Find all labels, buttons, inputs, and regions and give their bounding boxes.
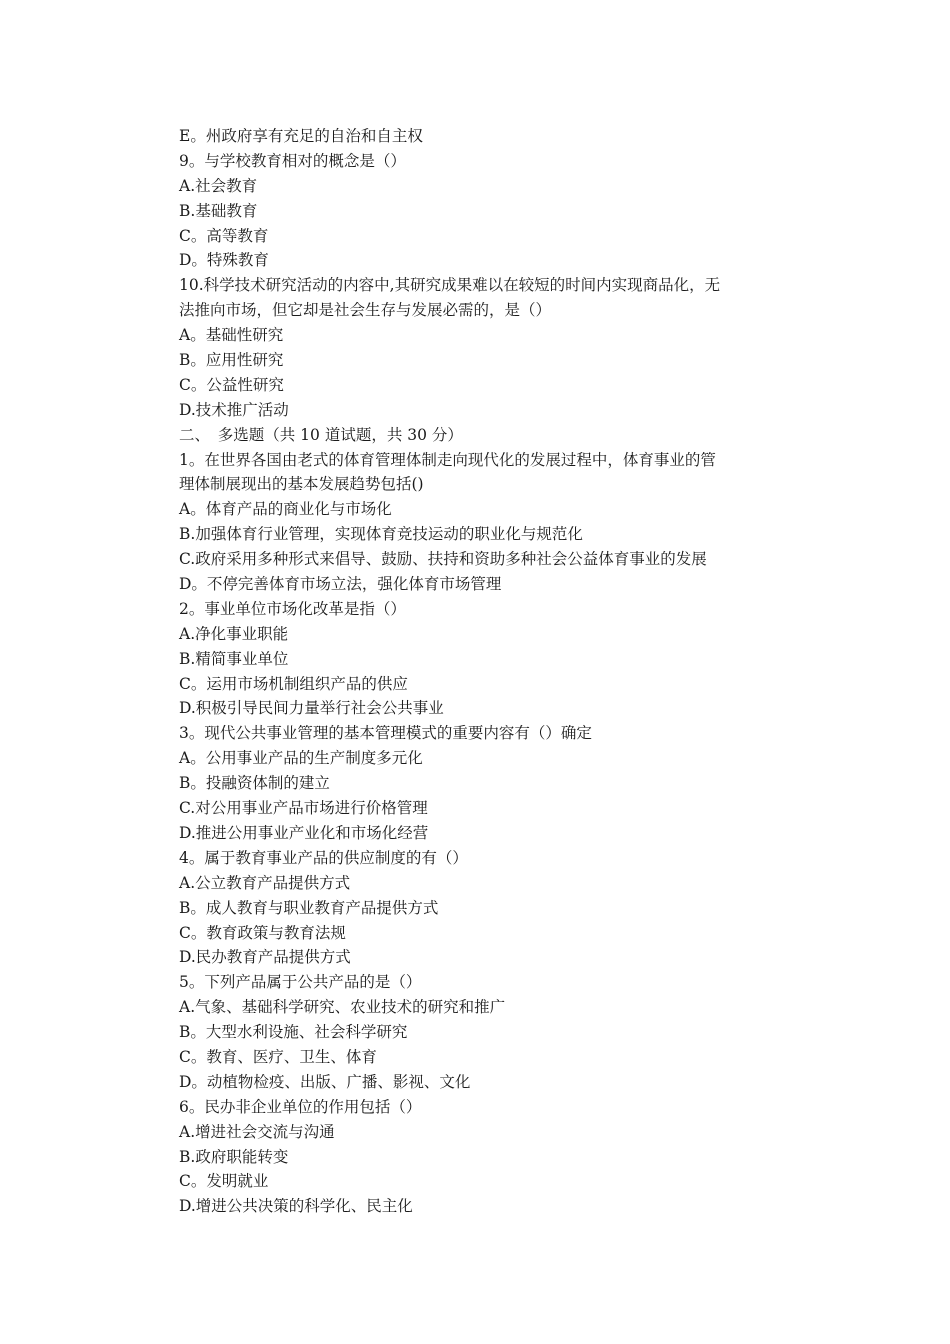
text-line: 1。在世界各国由老式的体育管理体制走向现代化的发展过程中，体育事业的管 [179,450,716,469]
text-line: D.推进公用事业产业化和市场化经营 [179,823,429,842]
text-line: 10.科学技术研究活动的内容中,其研究成果难以在较短的时间内实现商品化，无 [179,276,721,295]
text-line: A.气象、基础科学研究、农业技术的研究和推广 [179,998,506,1017]
text-line: D。特殊教育 [179,251,269,270]
text-line: A.增进社会交流与沟通 [179,1122,335,1141]
text-line: A.公立教育产品提供方式 [179,873,351,892]
text-line: C。公益性研究 [179,375,284,394]
text-line: C。运用市场机制组织产品的供应 [179,674,408,693]
text-line: 法推向市场，但它却是社会生存与发展必需的，是（） [179,301,552,320]
text-line: B.加强体育行业管理，实现体育竞技运动的职业化与规范化 [179,525,583,544]
text-line: 5。下列产品属于公共产品的是（） [179,973,422,992]
question-text-body [179,124,779,1219]
text-line: B。投融资体制的建立 [179,774,330,793]
text-line: C。发明就业 [179,1172,269,1191]
text-line: D.积极引导民间力量举行社会公共事业 [179,699,444,718]
text-line: 理体制展现出的基本发展趋势包括() [179,475,424,494]
text-line: 3。现代公共事业管理的基本管理模式的重要内容有（）确定 [179,724,592,743]
text-line: A.社会教育 [179,176,258,195]
text-line: D.技术推广活动 [179,400,289,419]
text-line: D.民办教育产品提供方式 [179,948,351,967]
text-line: 6。民办非企业单位的作用包括（） [179,1097,422,1116]
text-line: D.增进公共决策的科学化、民主化 [179,1197,413,1216]
text-line: B.精简事业单位 [179,649,289,668]
text-line: 9。与学校教育相对的概念是（） [179,151,406,170]
text-line: A.净化事业职能 [179,624,289,643]
text-line: B。应用性研究 [179,351,284,370]
text-line: 二、 多选题（共 10 道试题，共 30 分） [179,425,463,444]
text-line: B。成人教育与职业教育产品提供方式 [179,898,439,917]
text-line: 4。属于教育事业产品的供应制度的有（） [179,848,468,867]
text-line: A。体育产品的商业化与市场化 [179,500,392,519]
text-line: B。大型水利设施、社会科学研究 [179,1023,408,1042]
text-line: 2。事业单位市场化改革是指（） [179,599,406,618]
text-line: C。高等教育 [179,226,269,245]
text-line: C.政府采用多种形式来倡导、鼓励、扶持和资助多种社会公益体育事业的发展 [179,550,707,569]
text-line: E。州政府享有充足的自治和自主权 [179,127,423,145]
text-line: A。基础性研究 [179,326,284,345]
text-line: C.对公用事业产品市场进行价格管理 [179,799,428,818]
text-line: B.政府职能转变 [179,1147,289,1166]
text-line: C。教育、医疗、卫生、体育 [179,1047,377,1066]
text-line: A。公用事业产品的生产制度多元化 [179,749,423,768]
text-line: D。动植物检疫、出版、广播、影视、文化 [179,1072,471,1091]
text-line: C。教育政策与教育法规 [179,923,346,942]
text-line: B.基础教育 [179,201,258,220]
text-line: D。不停完善体育市场立法，强化体育市场管理 [179,575,502,594]
